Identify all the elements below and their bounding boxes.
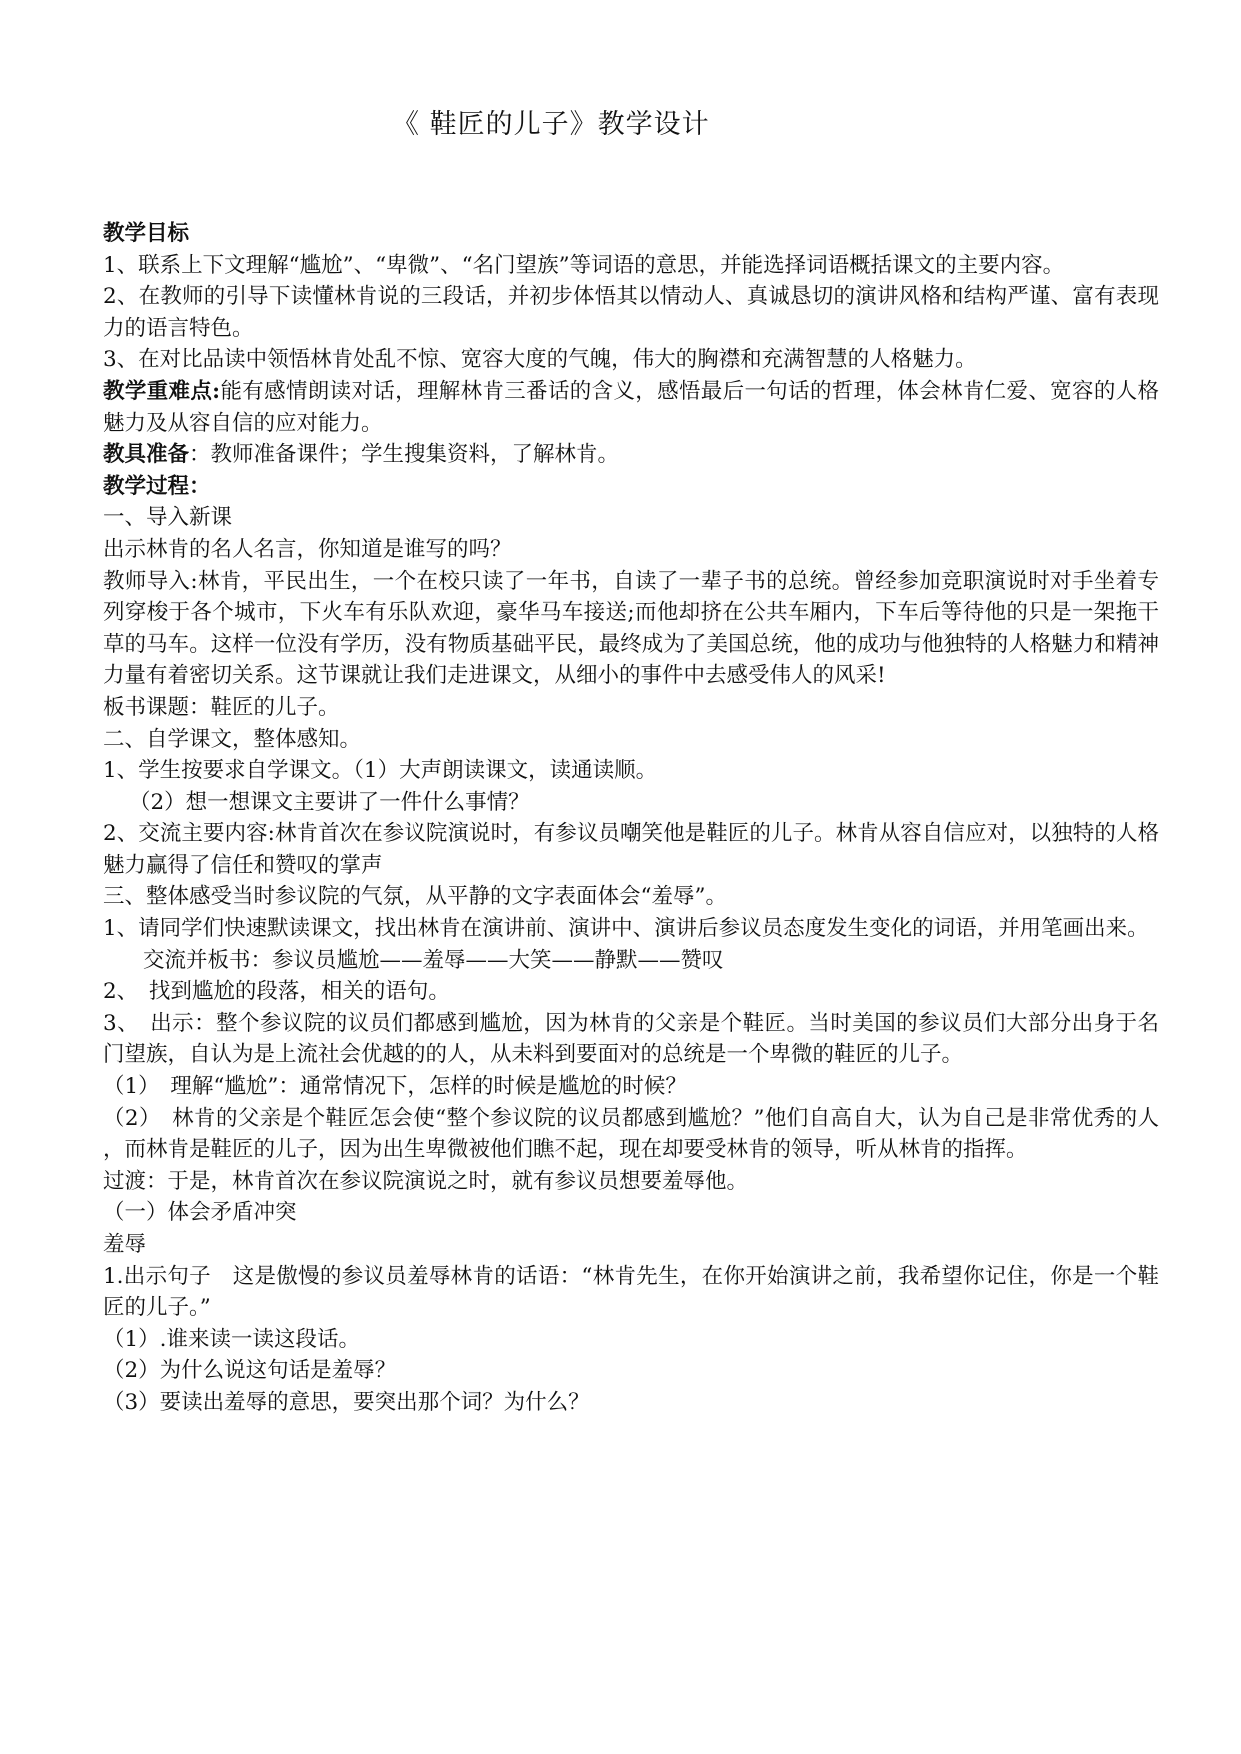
key-points-paragraph [103,376,1159,439]
paragraph: 1、请同学们快速默读课文，找出林肯在演讲前、演讲中、演讲后参议员态度发生变化的词语，并用笔画出来。 [103,916,1149,942]
goal-item: 2、在教师的引导下读懂林肯说的三段话，并初步体悟其以情动人、真诚恳切的演讲风格和结构严谨、富有表现力的语言特色。 [103,284,1159,341]
goal-item: 1、联系上下文理解“尴尬”、“卑微”、“名门望族”等词语的意思，并能选择词语概括课文的主要内容。 [103,252,1065,278]
paragraph: 过渡：于是，林肯首次在参议院演说之时，就有参议员想要羞辱他。 [103,1168,749,1194]
paragraph: 1、学生按要求自学课文。（1）大声朗读课文，读通读顺。 [103,758,658,784]
paragraph: （2） 林肯的父亲是个鞋匠怎会使“整个参议院的议员都感到尴尬？”他们自高自大，认为自己是非常优秀的人，而林肯是鞋匠的儿子，因为出生卑微被他们瞧不起，现在却要受林肯的领导，听从林肯的指挥。 [103,1105,1159,1163]
paragraph: 1.出示句子 这是傲慢的参议员羞辱林肯的话语：“林肯先生，在你开始演讲之前，我希望你记住，你是一个鞋匠的儿子。” [103,1263,1159,1321]
section-heading: 三、整体感受当时参议院的气氛，从平静的文字表面体会“羞辱”。 [103,884,727,910]
paragraph: （2）为什么说这句话是羞辱？ [103,1358,397,1384]
paragraph: 2、 找到尴尬的段落，相关的语句。 [103,979,450,1005]
paragraph: 2、交流主要内容:林肯首次在参议院演说时，有参议员嘲笑他是鞋匠的儿子。林肯从容自信应对，以独特的人格魅力赢得了信任和赞叹的掌声 [103,821,1159,878]
document-body [103,218,1159,1419]
tools-text: ：教师准备课件；学生搜集资料，了解林肯。 [189,442,620,468]
paragraph: （2）想一想课文主要讲了一件什么事情？ [129,789,530,815]
subsection-heading: （一）体会矛盾冲突 [103,1200,297,1226]
section-heading: 一、导入新课 [103,505,233,531]
paragraph: 出示林肯的名人名言，你知道是谁写的吗？ [103,536,512,562]
paragraph: 教师导入:林肯，平民出生，一个在校只读了一年书，自读了一辈子书的总统。曾经参加竞职演说时对手坐着专列穿梭于各个城市，下火车有乐队欢迎，豪华马车接送;而他却挤在公共车厢内，下车后等待他的只是一架拖干草的马车。这样一位没有学历，没有物质基础平民，最终成为了美国总统，他的成功与他独特的人格魅力和精神力量有着密切关系。这节课就让我们走进课文，从细小的事件中去感受伟人的风采! [103,568,1159,689]
goals-heading: 教学目标 [103,221,190,246]
paragraph: （1）.谁来读一读这段话。 [103,1326,361,1352]
document-title: 《 鞋匠的儿子》教学设计 [392,109,710,140]
section-heading: 二、自学课文，整体感知。 [103,726,362,752]
goal-item: 3、在对比品读中领悟林肯处乱不惊、宽容大度的气魄，伟大的胸襟和充满智慧的人格魅力。 [103,347,977,373]
tools-label: 教具准备 [103,442,190,468]
paragraph: 交流并板书：参议员尴尬——羞辱——大笑——静默——赞叹 [143,947,724,973]
paragraph: 3、 出示：整个参议院的议员们都感到尴尬，因为林肯的父亲是个鞋匠。当时美国的参议员们大部分出身于名门望族，自认为是上流社会优越的的人，从未料到要面对的总统是一个卑微的鞋匠的儿子。 [103,1010,1159,1068]
process-heading: 教学过程： [103,473,211,499]
paragraph: （3）要读出羞辱的意思，要突出那个词？为什么？ [103,1389,590,1415]
paragraph: 板书课题：鞋匠的儿子。 [103,694,340,720]
tools-paragraph [103,439,1159,471]
key-points-label: 教学重难点: [103,378,221,404]
paragraph: 羞辱 [103,1232,147,1257]
key-points-text: 能有感情朗读对话，理解林肯三番话的含义，感悟最后一句话的哲理，体会林肯仁爱、宽容的人格魅力及从容自信的应对能力。 [103,378,1159,436]
paragraph: （1） 理解“尴尬”：通常情况下，怎样的时候是尴尬的时候？ [103,1074,687,1100]
